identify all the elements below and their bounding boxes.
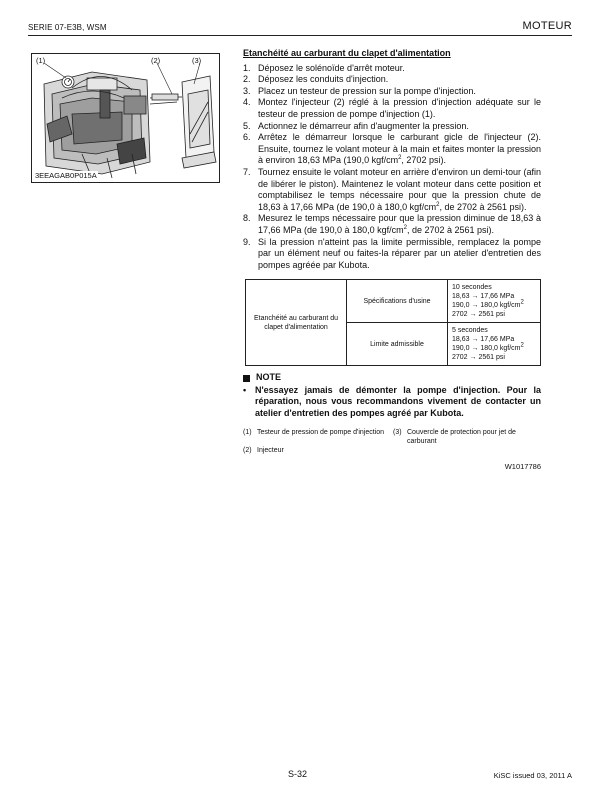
spec-item-cell: Etanchéité au carburant du clapet d'alimentation [246, 280, 347, 366]
step-text-part: , de 2702 à 2561 psi). [439, 201, 527, 212]
page-number: S-32 [288, 769, 308, 779]
note-block [243, 372, 541, 419]
issue-info: KiSC issued 03, 2011 A [493, 771, 572, 780]
engine-illustration [31, 53, 220, 183]
superscript: 2 [520, 299, 524, 306]
step-item [243, 132, 541, 167]
step-number: 2. [243, 74, 251, 85]
section-title: Etanchéité au carburant du clapet d'alimentation [243, 48, 451, 58]
step-text: Déposez les conduits d'injection. [258, 74, 389, 85]
spec-table [245, 279, 541, 366]
step-number: 5. [243, 120, 251, 131]
legend-number: (1) [243, 428, 252, 436]
header-section: MOTEUR [522, 20, 572, 32]
spec-mpa: 18,63 → 17,66 MPa [452, 336, 515, 344]
step-text [258, 132, 541, 167]
step-item [243, 86, 541, 98]
legend-text: Testeur de pression de pompe d'injection [257, 428, 385, 436]
step-text: Actionnez le démarreur afin d'augmenter la pression. [258, 120, 469, 131]
step-item [243, 237, 541, 272]
superscript: 2 [436, 201, 440, 208]
figure-code: 3EEAGAB0P015A [35, 171, 97, 180]
step-item [243, 63, 541, 75]
legend-number: (2) [243, 446, 252, 454]
figure-label-1: (1) [36, 56, 46, 65]
legend-text: Couvercle de protection pour jet de carburant [407, 428, 516, 445]
spec-kgf [452, 344, 536, 353]
steps-list [243, 63, 541, 272]
step-number: 4. [243, 97, 251, 108]
step-text: Placez un testeur de pression sur la pompe d'injection. [258, 85, 476, 96]
step-item [243, 167, 541, 213]
superscript: 2 [403, 224, 407, 231]
step-number: 8. [243, 213, 251, 224]
spec-label-cell: Limite admissible [347, 323, 448, 366]
note-heading [243, 372, 541, 384]
spec-mpa: 18,63 → 17,66 MPa [452, 293, 515, 301]
figure-legend [243, 428, 541, 455]
step-number: 1. [243, 62, 251, 73]
spec-value-cell [448, 323, 541, 366]
note-item [243, 385, 541, 420]
step-number: 7. [243, 166, 251, 177]
header-rule [28, 35, 572, 36]
step-text-part: , de 2702 à 2561 psi). [406, 224, 495, 235]
step-item [243, 213, 541, 236]
figure-label-2: (2) [151, 56, 161, 65]
step-text: Montez l'injecteur (2) réglé à la pression d'injection adéquate sur le testeur de pression de pompe d'injection (1). [258, 97, 541, 119]
step-number: 3. [243, 85, 251, 96]
spec-kgf-text: 190,0 → 180,0 kgf/cm [452, 302, 521, 310]
legend-number: (3) [393, 428, 402, 436]
step-text: Si la pression n'atteint pas la limite permissible, remplacez la pompe par un élément neuf ou faites-la réparer par un atelier d'entretien des pompes agréée par Kubota. [258, 236, 541, 270]
figure-label-3: (3) [192, 56, 202, 65]
spec-kgf [452, 301, 536, 310]
engine-drawing [32, 54, 219, 182]
table-row [246, 280, 541, 323]
step-text [258, 213, 541, 236]
spec-psi: 2702 → 2561 psi [452, 311, 505, 319]
bullet-icon: • [243, 384, 247, 395]
spec-time: 10 secondes [452, 284, 492, 292]
legend-item [393, 428, 539, 446]
step-text-part: Mesurez le temps nécessaire pour que la pression diminue de 18,63 à 17,66 MPa (de 190,0 à 180,0 kgf/cm [258, 213, 541, 235]
spec-time: 5 secondes [452, 327, 488, 335]
procedure-content [243, 48, 541, 472]
superscript: 2 [520, 342, 524, 349]
step-text-part: , 2702 psi). [401, 155, 446, 166]
step-text [258, 167, 541, 213]
superscript: 2 [398, 155, 402, 162]
reference-code: W1017786 [504, 461, 541, 471]
note-heading-text: NOTE [256, 372, 282, 383]
legend-item [243, 428, 393, 446]
square-bullet-icon [243, 375, 250, 382]
legend-text: Injecteur [257, 446, 284, 454]
spec-kgf-text: 190,0 → 180,0 kgf/cm [452, 345, 521, 353]
spec-psi: 2702 → 2561 psi [452, 354, 505, 362]
step-number: 6. [243, 132, 251, 143]
legend-item [243, 446, 393, 455]
note-text: N'essayez jamais de démonter la pompe d'injection. Pour la réparation, nous vous recommandons vivement de contacter un atelier d'entretien des pompes agréé par Kubota. [255, 384, 541, 419]
step-number: 9. [243, 236, 251, 247]
spec-value-cell [448, 280, 541, 323]
step-item [243, 74, 541, 86]
step-item [243, 121, 541, 133]
spec-label-cell: Spécifications d'usine [347, 280, 448, 323]
step-text-part: Tournez ensuite le volant moteur en arrière d'environ un demi-tour (afin de libérer le piston). Maintenez le volant moteur dans cette position et comptabilisez le temps nécessaire pour que la pression chute de 18,63 à 17,66 MPa (de 190,0 à 180,0 kgf/cm [258, 166, 541, 212]
step-text: Déposez le solénoïde d'arrêt moteur. [258, 62, 405, 73]
step-text-part: Arrêtez le démarreur lorsque le carburant gicle de l'injecteur (2). Ensuite, tournez le volant moteur à la main et faites monter la pression à environ 18,63 MPa (190,0 kgf/cm [258, 132, 541, 166]
header-series: SERIE 07-E3B, WSM [28, 23, 107, 32]
step-item [243, 97, 541, 120]
